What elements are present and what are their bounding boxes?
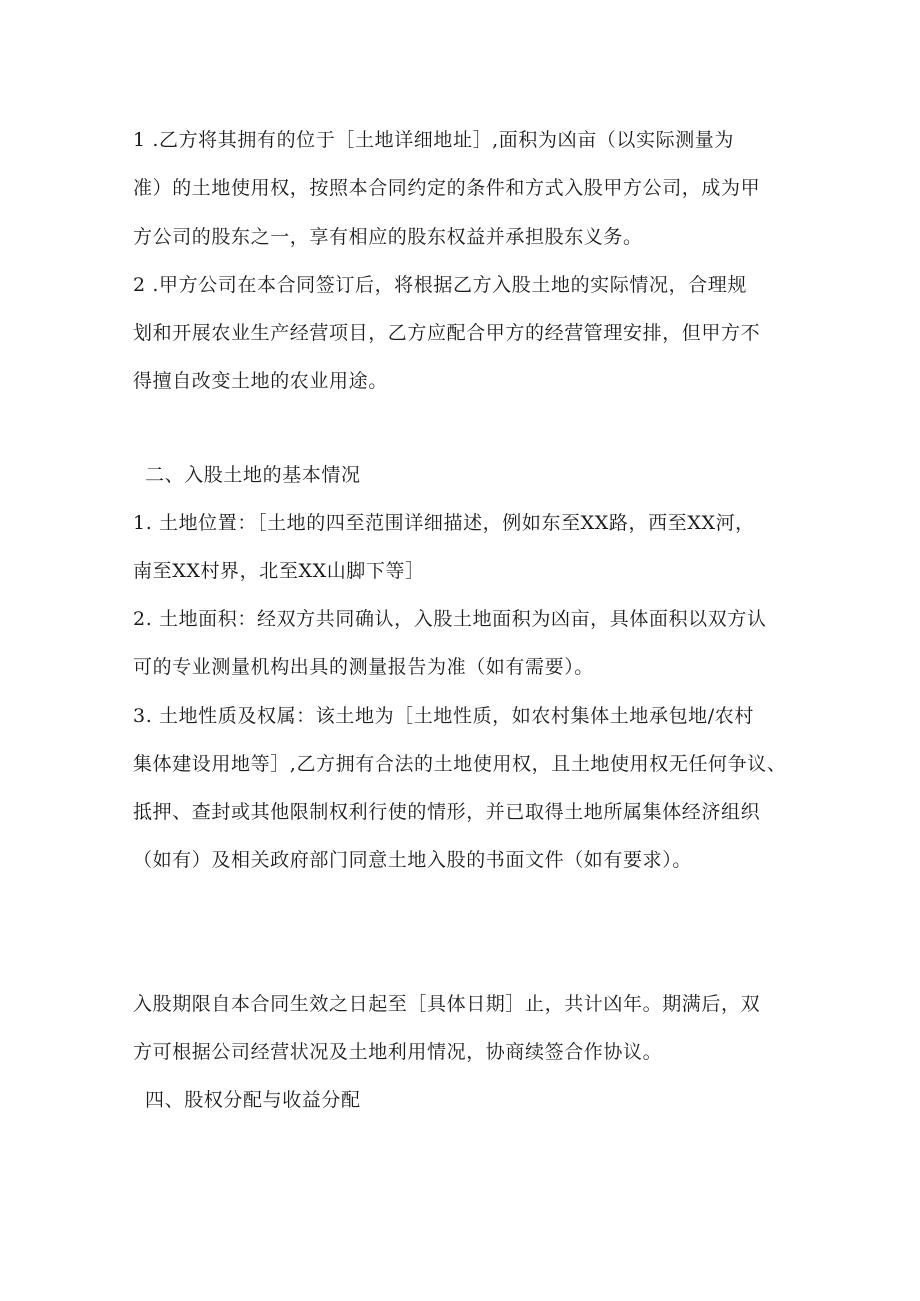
section-heading-4: 四、股权分配与收益分配: [145, 1089, 361, 1111]
section-heading-2: 二、入股土地的基本情况: [145, 464, 361, 486]
land-nature-line-4: （如有）及相关政府部门同意土地入股的书面文件（如有要求）。: [133, 849, 692, 871]
land-nature-line-1: 3. 土地性质及权属：该土地为［土地性质，如农村集体土地承包地/农村: [133, 705, 754, 727]
term-line-2: 方可根据公司经营状况及土地利用情况，协商续签合作协议。: [133, 1041, 663, 1063]
clause-2-line-1: 2 .甲方公司在本合同签订后，将根据乙方入股土地的实际情况，合理规: [133, 274, 747, 296]
clause-2-line-2: 划和开展农业生产经营项目，乙方应配合甲方的经营管理安排，但甲方不: [133, 322, 761, 344]
clause-1-line-2: 准）的土地使用权，按照本合同约定的条件和方式入股甲方公司，成为甲: [133, 177, 761, 199]
land-location-line-1: 1. 土地位置：［土地的四至范围详细描述，例如东至XX路，西至XX河，: [133, 512, 755, 534]
land-area-line-2: 可的专业测量机构出具的测量报告为准（如有需要）。: [133, 656, 594, 678]
term-line-1: 入股期限自本合同生效之日起至［具体日期］止，共计凶年。期满后，双: [133, 993, 761, 1015]
land-area-line-1: 2. 土地面积：经双方共同确认，入股土地面积为凶亩，具体面积以双方认: [133, 608, 767, 630]
land-location-line-2: 南至XX村界，北至XX山脚下等］: [133, 560, 425, 582]
clause-1-line-3: 方公司的股东之一，享有相应的股东权益并承担股东义务。: [133, 226, 643, 248]
land-nature-line-3: 抵押、查封或其他限制权利行使的情形，并已取得土地所属集体经济组织: [133, 801, 761, 823]
land-nature-line-2: 集体建设用地等］,乙方拥有合法的土地使用权，且土地使用权无任何争议、: [133, 753, 787, 775]
clause-2-line-3: 得擅自改变土地的农业用途。: [133, 370, 388, 392]
clause-1-line-1: 1 .乙方将其拥有的位于［土地详细地址］,面积为凶亩（以实际测量为: [133, 129, 735, 151]
